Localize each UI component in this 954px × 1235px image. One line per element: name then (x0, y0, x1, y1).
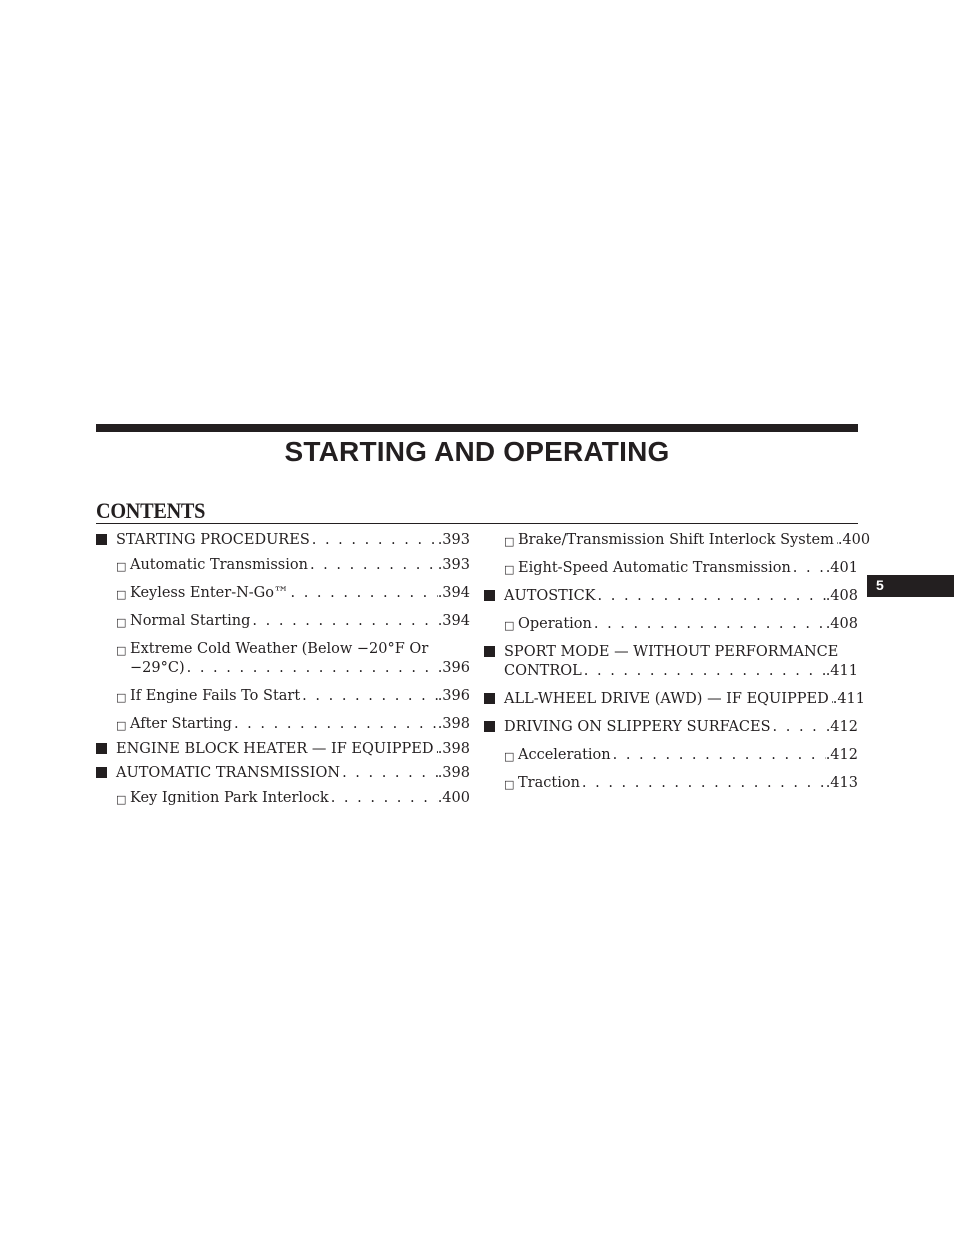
toc-page-number: .411 (832, 691, 866, 707)
hollow-square-bullet-icon: □ (116, 691, 127, 704)
toc-page-number: .411 (825, 663, 858, 679)
toc-page-number: .400 (837, 532, 871, 548)
toc-entry[interactable] (96, 740, 470, 760)
filled-square-bullet-icon (484, 718, 504, 738)
dot-leader (611, 746, 826, 765)
toc-entry[interactable] (484, 718, 858, 738)
dot-leader (300, 687, 438, 706)
toc-entry-title: AUTOSTICK (504, 588, 596, 604)
toc-entry-title: Brake/Transmission Shift Interlock System (518, 532, 834, 548)
toc-entry-title: ENGINE BLOCK HEATER — IF EQUIPPED (116, 741, 434, 757)
toc-entry-title: Eight-Speed Automatic Transmission (518, 560, 791, 576)
toc-entry[interactable] (484, 643, 858, 681)
toc-page-number: .412 (825, 747, 858, 763)
dot-leader (310, 531, 438, 550)
toc-entry[interactable] (96, 764, 470, 784)
toc-entry[interactable] (96, 640, 470, 678)
toc-entry[interactable] (484, 615, 858, 635)
toc-entry-title: Normal Starting (130, 613, 251, 629)
toc-page-number: .408 (825, 588, 858, 604)
toc-entry-title: −29°C) (130, 660, 185, 676)
contents-rule (96, 523, 858, 524)
chapter-title: STARTING AND OPERATING (284, 436, 670, 467)
toc-entry[interactable] (484, 559, 858, 579)
hollow-square-bullet-icon: □ (116, 644, 127, 657)
filled-square-icon (484, 721, 495, 732)
toc-page-number: .393 (437, 557, 470, 573)
toc-page-number: .398 (437, 765, 470, 781)
toc-entry[interactable] (96, 715, 470, 735)
toc-entry[interactable] (96, 789, 470, 809)
toc-entry-title: AUTOMATIC TRANSMISSION (116, 765, 341, 781)
contents-heading: CONTENTS (96, 498, 206, 523)
dot-leader (592, 615, 826, 634)
dot-leader (232, 715, 438, 734)
toc-entry[interactable] (96, 612, 470, 632)
toc-page-number: .413 (825, 775, 858, 791)
toc-entry[interactable] (96, 556, 470, 576)
toc-page-number: .401 (825, 560, 858, 576)
toc-entry[interactable] (96, 531, 470, 551)
filled-square-bullet-icon (96, 740, 116, 760)
toc-page-number: .396 (437, 660, 470, 676)
filled-square-icon (96, 743, 107, 754)
toc-entry-title: After Starting (130, 716, 232, 732)
dot-leader (340, 764, 438, 783)
toc-entry-title: Keyless Enter-N-Go™ (130, 585, 289, 601)
filled-square-bullet-icon (96, 764, 116, 784)
filled-square-icon (484, 646, 495, 657)
toc-entry[interactable] (484, 587, 858, 607)
dot-leader (308, 556, 438, 575)
dot-leader (582, 662, 826, 681)
toc-entry[interactable] (484, 774, 858, 794)
toc-page-number: .398 (437, 741, 470, 757)
chapter-tab[interactable] (867, 575, 954, 597)
toc-entry-title: Key Ignition Park Interlock (130, 790, 329, 806)
toc-entry-title: Automatic Transmission (130, 557, 308, 573)
hollow-square-bullet-icon: □ (504, 619, 515, 632)
toc-entry[interactable] (484, 746, 858, 766)
dot-leader (596, 587, 826, 606)
toc-entry-title: SPORT MODE — WITHOUT PERFORMANCE (504, 644, 839, 660)
hollow-square-bullet-icon: □ (504, 535, 515, 548)
toc-page-number: .412 (825, 719, 858, 735)
dot-leader (580, 774, 826, 793)
toc-entry-title: STARTING PROCEDURES (116, 532, 310, 548)
hollow-square-bullet-icon: □ (116, 793, 127, 806)
dot-leader (791, 559, 826, 578)
toc-entry-title: If Engine Fails To Start (130, 688, 301, 704)
toc-entry[interactable] (484, 531, 871, 551)
hollow-square-bullet-icon: □ (116, 719, 127, 732)
toc-entry-title: DRIVING ON SLIPPERY SURFACES (504, 719, 771, 735)
toc-entry-title: Extreme Cold Weather (Below −20°F Or (130, 641, 429, 657)
toc-entry-title: Operation (518, 616, 592, 632)
filled-square-bullet-icon (96, 531, 116, 551)
dot-leader (289, 584, 438, 603)
toc-entry[interactable] (96, 584, 470, 604)
filled-square-bullet-icon (484, 587, 504, 607)
toc-page-number: .394 (437, 585, 470, 601)
dot-leader (185, 659, 438, 678)
toc-page-number: .394 (437, 613, 470, 629)
hollow-square-bullet-icon: □ (116, 588, 127, 601)
toc-page-number: .400 (437, 790, 470, 806)
filled-square-bullet-icon (484, 690, 504, 710)
hollow-square-bullet-icon: □ (116, 616, 127, 629)
toc-entry-title: ALL-WHEEL DRIVE (AWD) — IF EQUIPPED (504, 691, 829, 707)
filled-square-icon (484, 693, 495, 704)
filled-square-icon (484, 590, 495, 601)
toc-entry[interactable] (96, 687, 470, 707)
hollow-square-bullet-icon: □ (116, 560, 127, 573)
hollow-square-bullet-icon: □ (504, 778, 515, 791)
toc-entry[interactable] (484, 690, 866, 710)
filled-square-bullet-icon (484, 643, 504, 663)
filled-square-icon (96, 767, 107, 778)
hollow-square-bullet-icon: □ (504, 563, 515, 576)
toc-entry-title: Acceleration (518, 747, 611, 763)
dot-leader (250, 612, 437, 631)
toc-entry-title: CONTROL (504, 663, 582, 679)
hollow-square-bullet-icon: □ (504, 750, 515, 763)
chapter-tab-number: 5 (876, 577, 884, 593)
toc-page-number: .408 (825, 616, 858, 632)
toc-entry-title: Traction (518, 775, 580, 791)
filled-square-icon (96, 534, 107, 545)
toc-page-number: .393 (437, 532, 470, 548)
chapter-top-rule (96, 424, 858, 432)
dot-leader (329, 789, 438, 808)
toc-page-number: .398 (437, 716, 470, 732)
dot-leader (771, 718, 826, 737)
toc-page-number: .396 (437, 688, 470, 704)
